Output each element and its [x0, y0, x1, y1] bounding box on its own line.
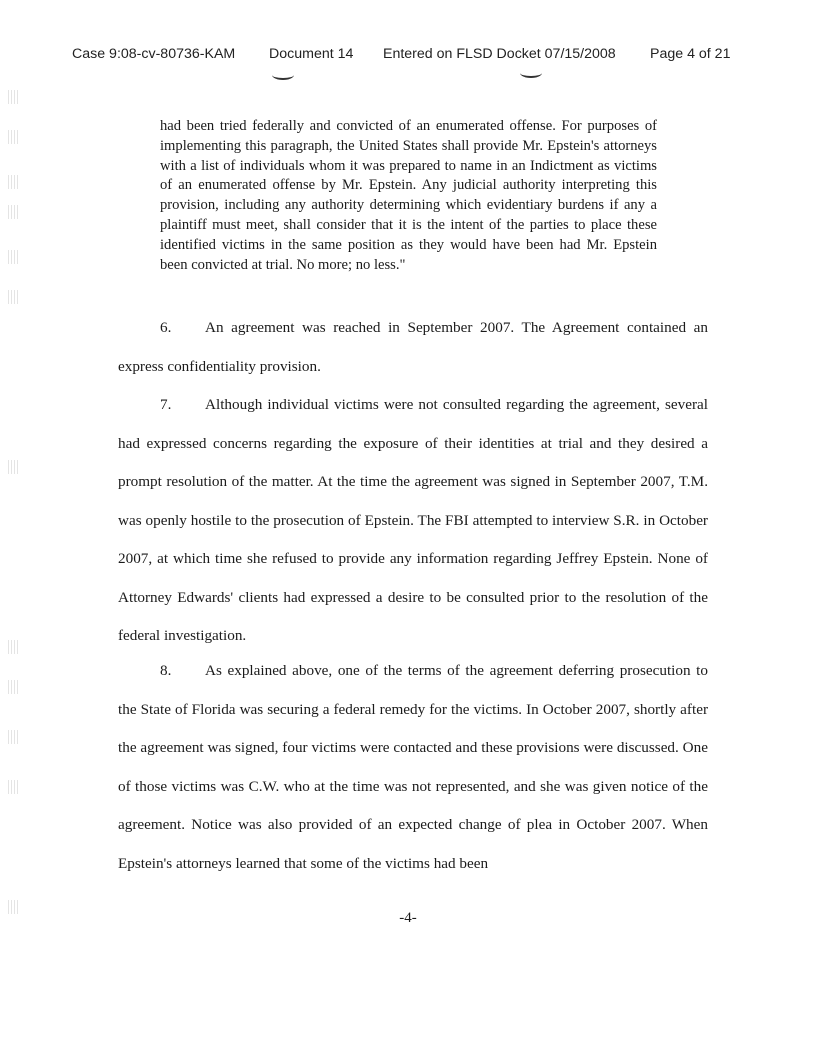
paragraph-number: 7.	[160, 396, 172, 413]
paragraph-text: An agreement was reached in September 2007. The Agreement contained an express confidentiality provision.	[118, 319, 708, 375]
page-footer-number: -4-	[399, 910, 417, 926]
case-number: Case 9:08-cv-80736-KAM	[72, 46, 236, 62]
paragraph-6	[118, 309, 708, 386]
block-quote: had been tried federally and convicted of an enumerated offense. For purposes of implementing this paragraph, the United States shall provide Mr. Epstein's attorneys with a list of individuals whom it was prepared to name in an Indictment as victims of an enumerated offense by Mr. Epstein. Any judicial authority interpreting this provision, including any authority determining which evidentiary burdens if any a plaintiff must meet, shall consider that it is the intent of the parties to place these identified victims in the same position as they would have been had Mr. Epstein been convicted at trial. No more; no less."	[160, 118, 657, 273]
handwritten-mark	[272, 70, 294, 80]
paragraph-text: Although individual victims were not consulted regarding the agreement, several had expressed concerns regarding the exposure of their identities at trial and they desired a prompt resolution of the matter. At the time the agreement was signed in September 2007, T.M. was openly hostile to the prosecution of Epstein. The FBI attempted to interview S.R. in October 2007, at which time she refused to provide any information regarding Jeffrey Epstein. None of Attorney Edwards' clients had expressed a desire to be consulted prior to the resolution of the federal investigation.	[118, 396, 708, 644]
paragraph-8	[118, 652, 708, 883]
paragraph-number: 8.	[160, 662, 172, 679]
docket-header	[72, 46, 752, 68]
page-indicator: Page 4 of 21	[650, 46, 731, 62]
document-number: Document 14	[269, 46, 354, 62]
scan-margin-artifacts	[8, 80, 22, 940]
paragraph-7	[118, 386, 708, 656]
handwritten-mark	[520, 68, 542, 78]
paragraph-number: 6.	[160, 319, 172, 336]
docket-entry-date: Entered on FLSD Docket 07/15/2008	[383, 46, 616, 62]
paragraph-text: As explained above, one of the terms of the agreement deferring prosecution to the State of Florida was securing a federal remedy for the victims. In October 2007, shortly after the agreement was signed, four victims were contacted and these provisions were discussed. One of those victims was C.W. who at the time was not represented, and she was given notice of the agreement. Notice was also provided of an expected change of plea in October 2007. When Epstein's attorneys learned that some of the victims had been	[118, 662, 708, 872]
